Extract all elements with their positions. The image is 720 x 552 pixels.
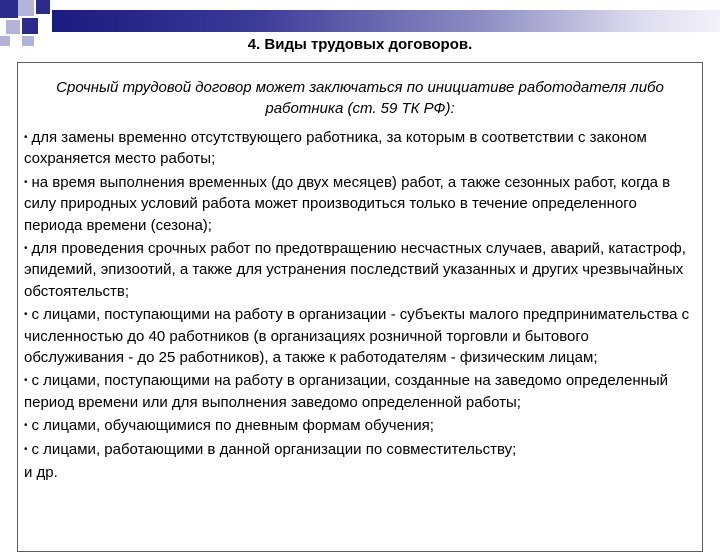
decor-square <box>36 0 50 14</box>
item-list <box>24 127 692 483</box>
list-item <box>24 172 692 236</box>
bullet-icon: • <box>24 243 28 255</box>
list-item-text: с лицами, обучающимися по дневным формам обучения; <box>31 417 434 435</box>
list-item-text: с лицами, работающими в данной организации по совместительству; <box>31 440 517 458</box>
bullet-icon: • <box>24 375 28 387</box>
list-item <box>24 127 692 170</box>
slide-title: 4. Виды трудовых договоров. <box>247 36 473 53</box>
bullet-icon: • <box>24 443 28 455</box>
title-gradient-bar <box>52 10 720 32</box>
bullet-icon: • <box>24 132 28 143</box>
list-tail-text: и др. <box>24 464 58 482</box>
list-item-text: с лицами, поступающими на работу в организации - субъекты малого предпринимательства с численностью до 40 работников (в организациях розничной торговли и бытового обслуживания - до 25 работников), а также к работодателям - физическим лицам; <box>24 306 690 367</box>
decor-square <box>18 0 34 16</box>
bullet-icon: • <box>24 309 28 321</box>
list-item <box>24 238 692 302</box>
list-item <box>24 370 692 413</box>
list-item-text: с лицами, поступающими на работу в организации, созданные на заведомо определенный период времени или для выполнения заведомо определенной работы; <box>24 372 669 411</box>
list-item-text: для проведения срочных работ по предотвращению несчастных случаев, аварий, катастроф, эпидемий, эпизоотий, а также для устранения последствий указанных и других чрезвычайных обстоятельств; <box>24 240 686 300</box>
decor-square <box>6 20 20 34</box>
list-item-text: для замены временно отсутствующего работника, за которым в соответствии с законом сохраняется место работы; <box>24 129 647 168</box>
list-item <box>24 415 692 436</box>
bullet-icon: • <box>24 176 28 188</box>
content-panel <box>17 62 703 552</box>
list-item <box>24 304 692 368</box>
bullet-icon: • <box>24 420 28 432</box>
list-item <box>24 439 692 460</box>
list-item-text: на время выполнения временных (до двух месяцев) работ, а также сезонных работ, когда в силу природных условий работа может производиться только в течение определенного периода времени (сезона); <box>24 173 671 234</box>
decor-square <box>0 0 18 18</box>
decor-square <box>22 18 38 34</box>
intro-text: Срочный трудовой договор может заключаться по инициативе работодателя либо работника (ст. 59 ТК РФ): <box>56 79 664 117</box>
